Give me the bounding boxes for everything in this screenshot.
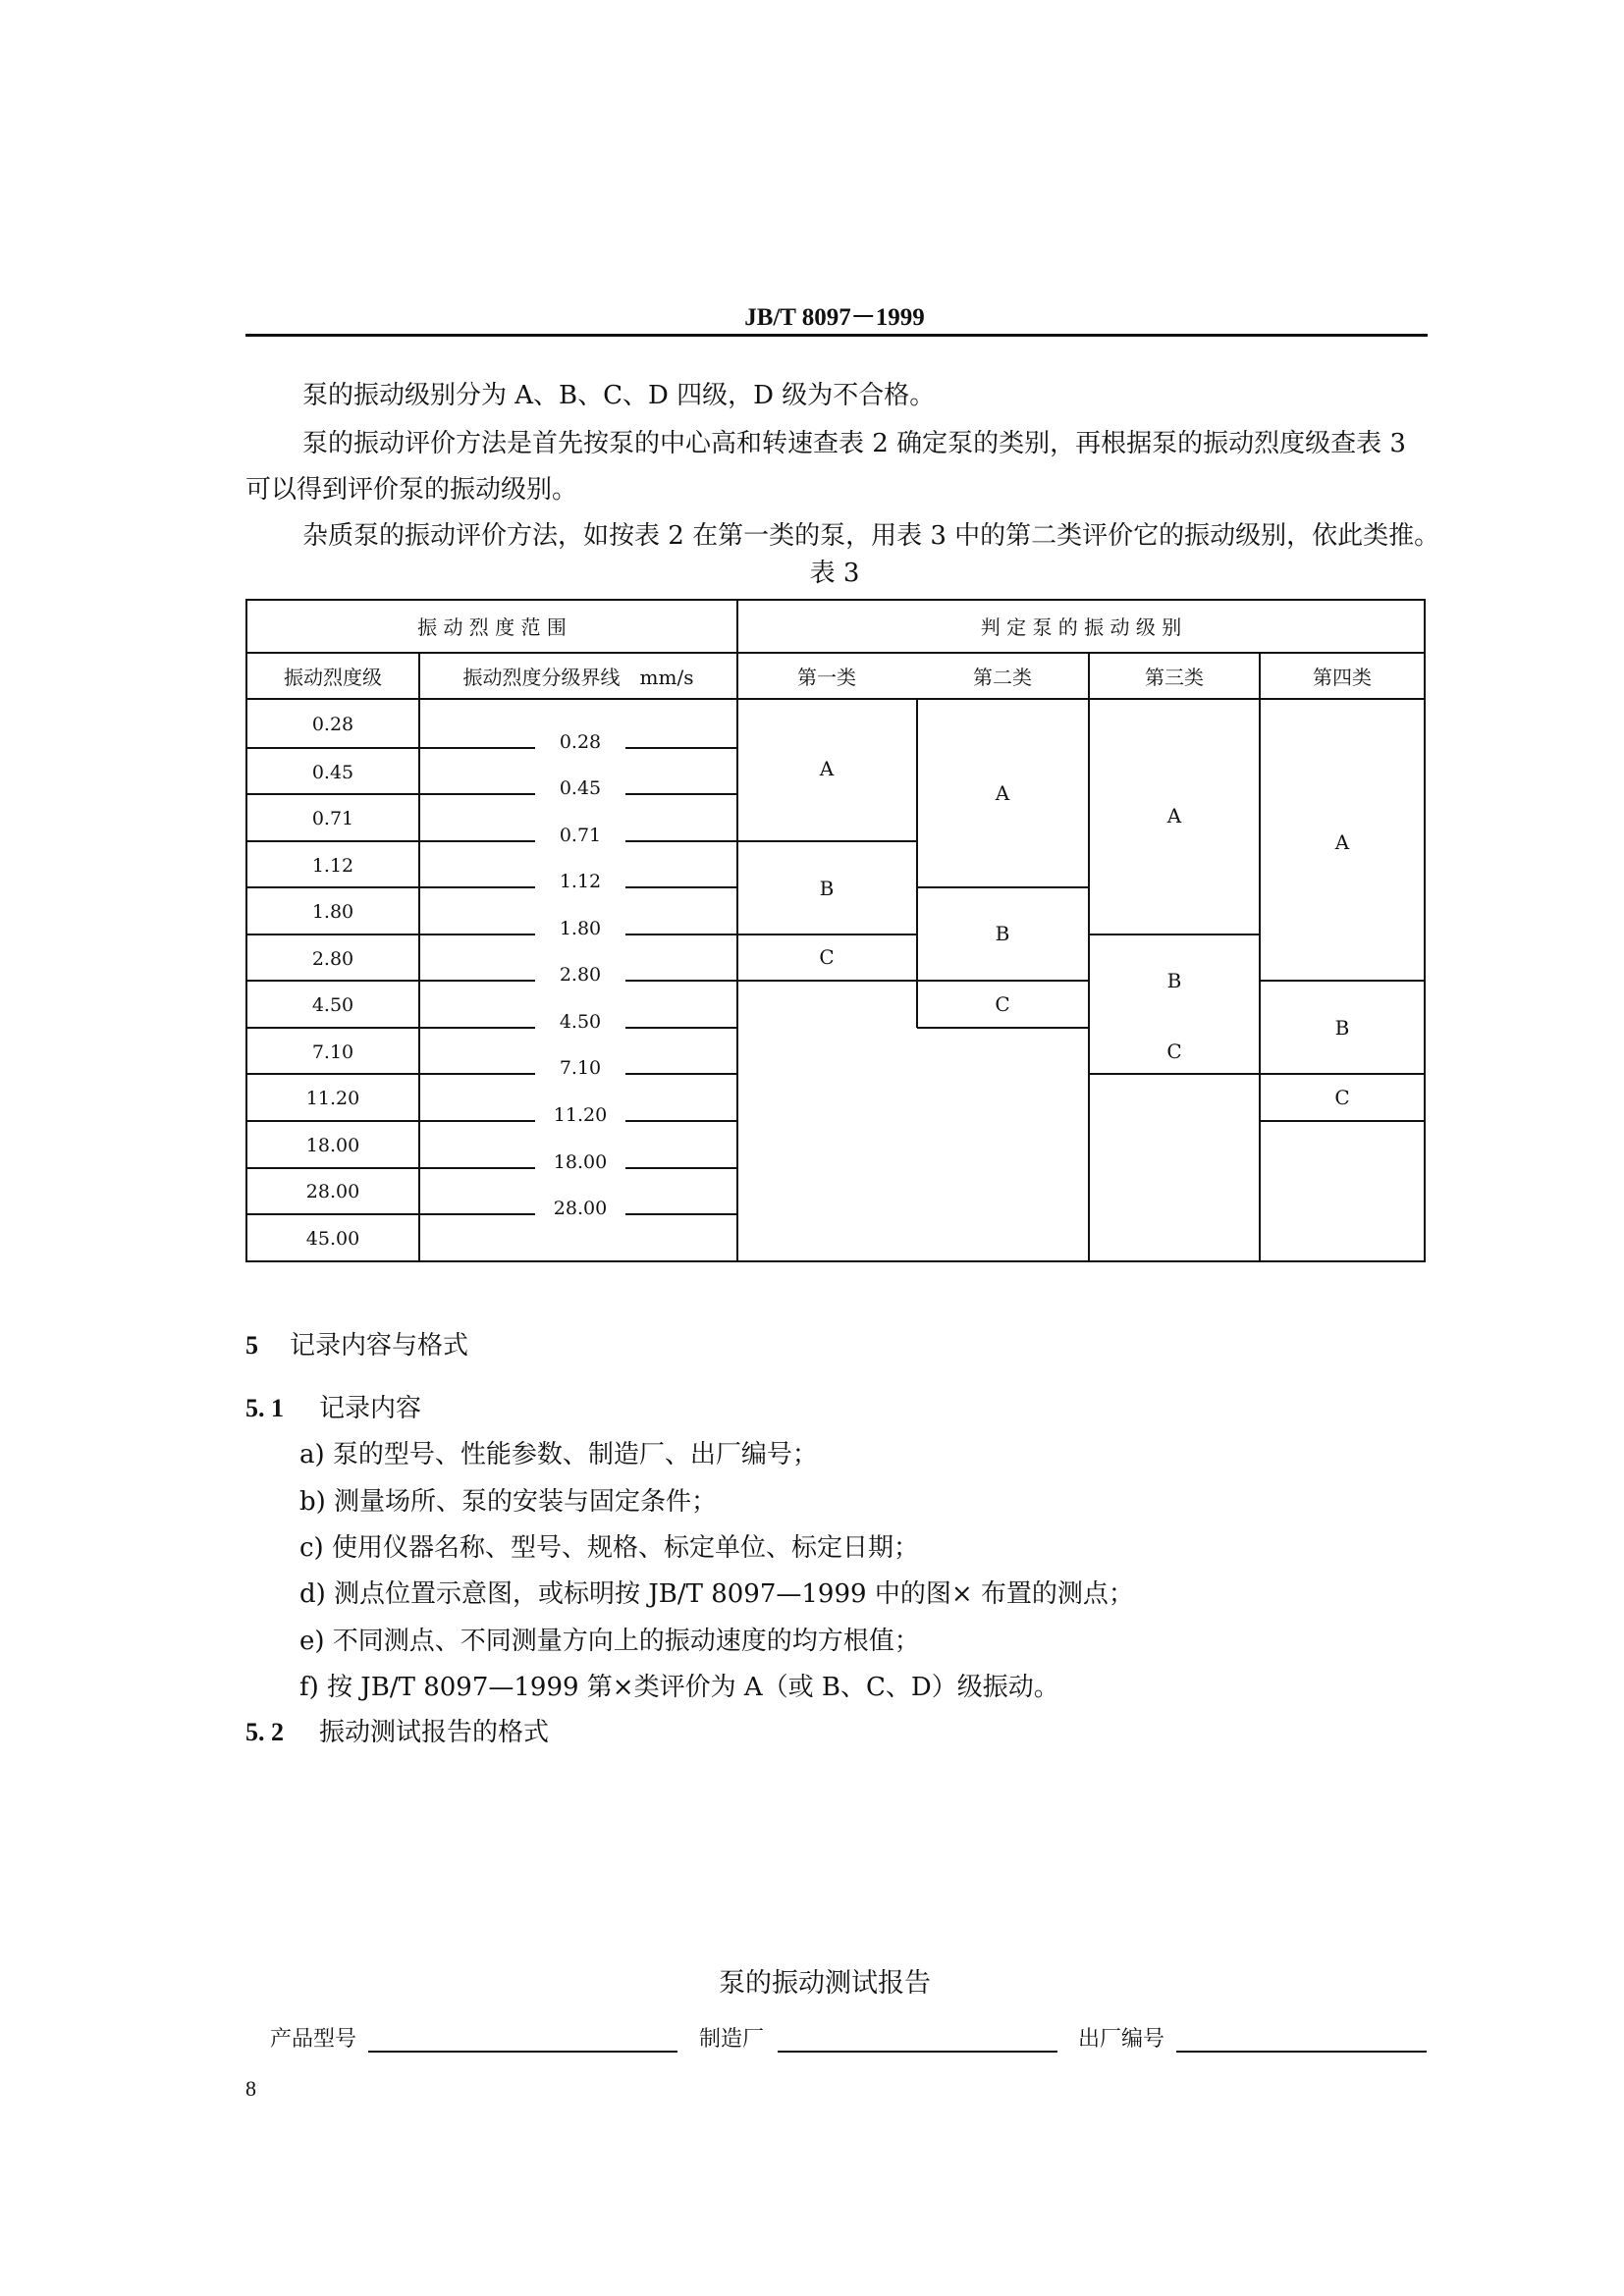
level-value: 0.45 — [311, 762, 354, 783]
boundary-value: 1.80 — [559, 918, 602, 939]
list-item: a) 泵的型号、性能参数、制造厂、出厂编号； — [299, 1440, 818, 1469]
intro-paragraph-3: 杂质泵的振动评价方法，如按表 2 在第一类的泵，用表 3 中的第二类评价它的振动级别，依此类推。 — [302, 521, 1440, 551]
section-title: 振动测试报告的格式 — [319, 1718, 550, 1747]
col-header-class-1: 第一类 — [797, 666, 856, 689]
table-grid — [246, 600, 1425, 1261]
table-title: 表 3 — [809, 559, 860, 588]
boundary-value: 7.10 — [559, 1057, 602, 1079]
list-item: f) 按 JB/T 8097—1999 第×类评价为 A（或 B、C、D）级振动。 — [299, 1673, 1059, 1702]
class3-grade-a: A — [1166, 804, 1182, 828]
field-label: 制造厂 — [699, 2027, 765, 2052]
level-value: 1.12 — [311, 855, 354, 877]
section-5-2-heading — [245, 1712, 549, 1748]
list-item: d) 测点位置示意图，或标明按 JB/T 8097—1999 中的图× 布置的测点； — [299, 1579, 1134, 1609]
boundary-value: 0.45 — [559, 777, 602, 799]
class2-grade-b: B — [995, 922, 1010, 945]
section-number: 5. 1 — [245, 1394, 284, 1422]
class2-grade-c: C — [995, 992, 1010, 1016]
class1-grade-c: C — [819, 945, 835, 969]
field-blank-line — [778, 2051, 1057, 2053]
class3-grade-b: B — [1166, 969, 1182, 992]
level-value: 45.00 — [305, 1228, 360, 1250]
list-item: c) 使用仪器名称、型号、规格、标定单位、标定日期； — [299, 1533, 919, 1563]
level-value: 18.00 — [305, 1135, 360, 1156]
class3-grade-c: C — [1166, 1040, 1182, 1063]
boundary-value: 4.50 — [559, 1011, 602, 1033]
field-blank-line — [1176, 2051, 1427, 2053]
list-item: b) 测量场所、泵的安装与固定条件； — [299, 1487, 718, 1517]
section-title: 记录内容 — [319, 1394, 422, 1423]
level-value: 7.10 — [311, 1041, 354, 1063]
class4-grade-a: A — [1334, 830, 1350, 854]
level-value: 0.28 — [311, 714, 354, 735]
field-product-model — [270, 2022, 356, 2053]
level-value: 2.80 — [311, 948, 354, 970]
col-header-boundary: 振动烈度分级界线 mm/s — [462, 666, 694, 689]
section-5-1-heading — [245, 1388, 421, 1424]
field-blank-line — [368, 2051, 677, 2053]
field-manufacturer — [699, 2022, 764, 2053]
level-value: 11.20 — [305, 1088, 360, 1109]
boundary-value: 11.20 — [553, 1104, 608, 1126]
level-value: 1.80 — [311, 901, 354, 923]
class1-grade-a: A — [819, 757, 835, 780]
class4-grade-b: B — [1334, 1016, 1350, 1040]
list-item: e) 不同测点、不同测量方向上的振动速度的均方根值； — [299, 1627, 920, 1656]
group-header-right: 判 定 泵 的 振 动 级 别 — [980, 615, 1182, 639]
intro-paragraph-2b: 可以得到评价泵的振动级别。 — [245, 475, 578, 505]
col-header-class-4: 第四类 — [1313, 666, 1372, 689]
section-title: 记录内容与格式 — [290, 1331, 469, 1361]
section-5-heading — [245, 1325, 468, 1362]
section-number: 5 — [245, 1331, 258, 1360]
col-header-class-2: 第二类 — [973, 666, 1032, 689]
class1-grade-b: B — [819, 877, 835, 900]
page-number: 8 — [245, 2076, 256, 2101]
group-header-left: 振 动 烈 度 范 围 — [417, 615, 567, 639]
field-label: 出厂编号 — [1078, 2027, 1165, 2052]
boundary-value: 0.28 — [559, 731, 602, 753]
boundary-value: 28.00 — [553, 1198, 608, 1219]
level-value: 4.50 — [311, 994, 354, 1016]
section-number: 5. 2 — [245, 1718, 284, 1746]
boundary-value: 0.71 — [559, 825, 602, 846]
boundary-value: 1.12 — [559, 871, 602, 892]
intro-paragraph-1: 泵的振动级别分为 A、B、C、D 四级，D 级为不合格。 — [302, 381, 936, 410]
class4-grade-c: C — [1334, 1086, 1350, 1109]
standard-header: JB/T 8097－1999 — [744, 304, 925, 331]
class2-grade-a: A — [995, 781, 1010, 805]
boundary-value: 18.00 — [553, 1151, 608, 1173]
intro-paragraph-2a: 泵的振动评价方法是首先按泵的中心高和转速查表 2 确定泵的类别，再根据泵的振动烈度级查表 3 — [302, 429, 1406, 458]
col-header-class-3: 第三类 — [1145, 666, 1204, 689]
field-factory-number — [1078, 2022, 1164, 2053]
level-value: 28.00 — [305, 1181, 360, 1202]
level-value: 0.71 — [311, 808, 354, 829]
boundary-value: 2.80 — [559, 964, 602, 986]
report-title: 泵的振动测试报告 — [719, 1968, 931, 1999]
col-header-level: 振动烈度级 — [284, 666, 382, 689]
field-label: 产品型号 — [270, 2027, 357, 2052]
